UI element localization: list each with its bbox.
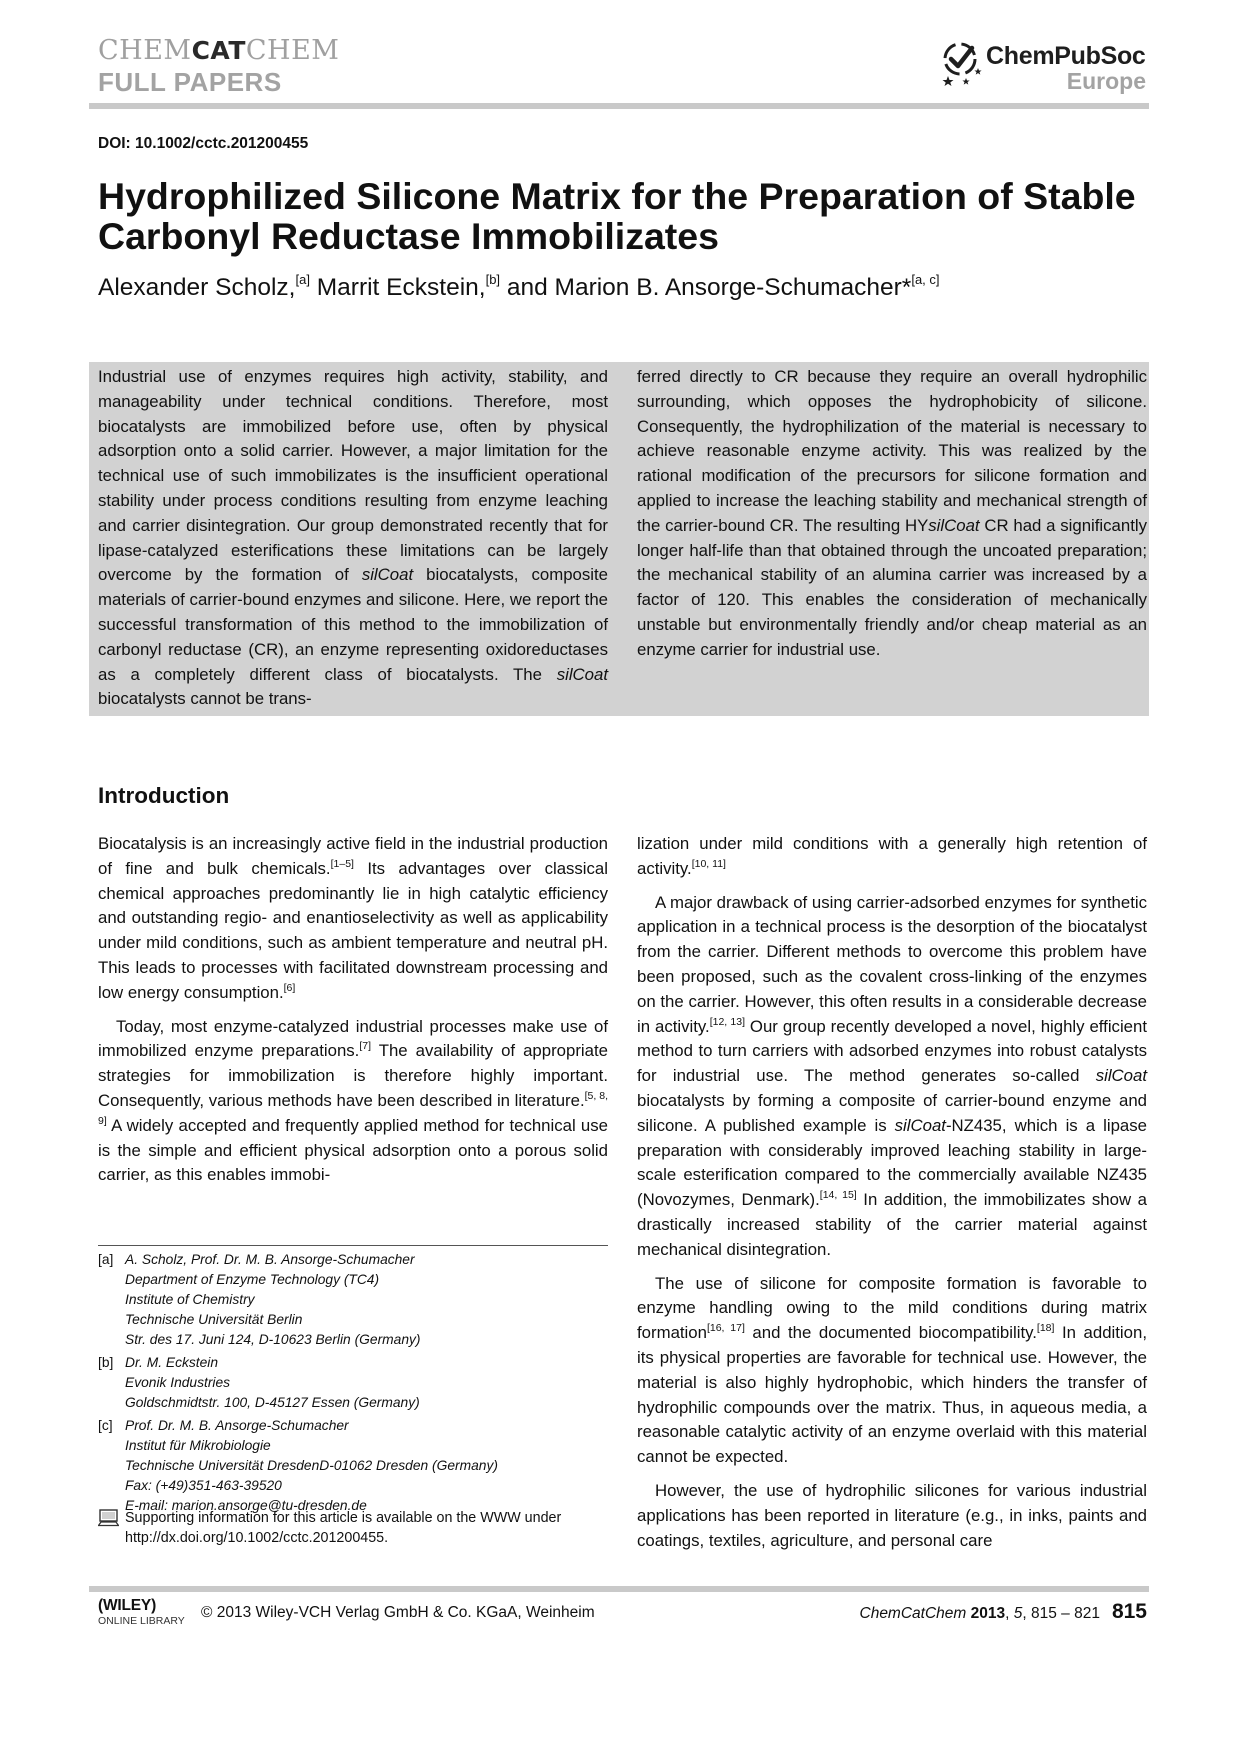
paragraph	[98, 1015, 608, 1189]
affiliation-line: Fax: (+49)351-463-39520	[125, 1478, 282, 1493]
affiliation-line[interactable]: E-mail: marion.ansorge@tu-dresden.de	[125, 1498, 367, 1513]
publisher-seal-icon	[940, 38, 984, 86]
section-heading-introduction: Introduction	[98, 783, 230, 808]
paragraph-text: Biocatalysis is an increasingly active field in the industrial production of fine and bulk chemicals.	[98, 834, 608, 878]
citation-mark: [5, 8, 9]	[98, 1089, 608, 1127]
copyright-notice: © 2013 Wiley-VCH Verlag GmbH & Co. KGaA, Weinheim	[201, 1604, 595, 1621]
paragraph-text: A widely accepted and frequently applied method for technical use is the simple and efficient physical adsorption onto a porous solid carrier, as this enables immobi-	[98, 1115, 608, 1185]
citation-mark: [18]	[1036, 1322, 1055, 1335]
publisher-logo	[940, 38, 1150, 98]
paragraph-text: and the documented biocompatibility.	[744, 1323, 1037, 1343]
supporting-info-note	[98, 1508, 618, 1548]
affiliation-line: Evonik Industries	[125, 1375, 231, 1390]
abstract-italic-term: silCoat	[361, 565, 414, 585]
header-divider	[89, 103, 1149, 109]
body-column-right	[637, 832, 1147, 1562]
paragraph	[637, 1272, 1147, 1470]
footer-year: 2013	[970, 1605, 1006, 1622]
page-number: 815	[1111, 1600, 1147, 1623]
supporting-info-text: Supporting information for this article is available on the WWW under	[125, 1510, 562, 1526]
journal-name-part-2: CAT	[191, 36, 246, 65]
paragraph-text: However, the use of hydrophilic silicones for various industrial applications has been reported in literature (e.g., in inks, paints and coatings, textiles, agriculture, and personal care	[637, 1480, 1147, 1550]
wiley-wordmark: (WILEY)	[98, 1597, 157, 1614]
author-affiliation-mark: [a]	[295, 272, 310, 287]
publisher-region: Europe	[1066, 68, 1146, 94]
doi: DOI: 10.1002/cctc.201200455	[98, 135, 309, 152]
journal-name-part-1: CHEM	[98, 35, 192, 66]
wiley-wordmark-text: WILEY	[102, 1597, 152, 1614]
footer-volume: 5	[1013, 1605, 1023, 1622]
author-affiliation-mark: [a, c]	[911, 272, 940, 287]
footer-divider	[89, 1586, 1149, 1592]
separator: ,	[1022, 1605, 1031, 1622]
abstract-text: Industrial use of enzymes requires high activity, stability, and manageability under technical conditions. Therefore, most biocatalysts are immobilized before use, often by physical adsorption onto a solid carrier. However, a major limitation for the technical use of such immobilizates is the insufficient operational stability under process conditions resulting from enzyme leaching and carrier disintegration. Our group demonstrated recently that for lipase-catalyzed esterifications these limitations can be largely overcome by the formation of	[98, 367, 608, 585]
italic-term: silCoat	[894, 1115, 946, 1135]
citation-mark: [1–5]	[330, 857, 354, 870]
paragraph-text: In addition, the immobilizates show a drastically increased stability of the carrier material against mechanical disintegration.	[637, 1190, 1147, 1259]
paragraph	[637, 832, 1147, 882]
paragraph	[98, 832, 608, 1006]
abstract-text: ferred directly to CR because they require an overall hydrophilic surrounding, which opposes the hydrophobicity of silicone. Consequently, the hydrophilization of the material is necessary to achieve reasonable enzyme activity. This was realized by the rational modification of the precursors for silicone formation and applied to increase the leaching stability and mechanical strength of the carrier-bound CR. The resulting HY	[637, 367, 1147, 535]
section-label: FULL PAPERS	[98, 67, 282, 97]
paragraph-text: The use of silicone for composite formation is favorable to enzyme handling owing to the mild conditions during matrix formation	[637, 1273, 1147, 1343]
affiliation-line: A. Scholz, Prof. Dr. M. B. Ansorge-Schumacher	[125, 1252, 415, 1267]
paragraph-text: -NZ435, which is a lipase preparation with considerably improved leaching stability in large-scale esterification compared to the commercially available NZ435 (Novozymes, Denmark).	[637, 1115, 1147, 1210]
footer-pages: 815 – 821	[1030, 1605, 1100, 1622]
affiliation-line: Technische Universität DresdenD-01062 Dresden (Germany)	[125, 1458, 498, 1473]
paragraph	[637, 1479, 1147, 1553]
author-list	[98, 273, 940, 303]
affiliation-entry	[98, 1353, 618, 1413]
affiliations	[98, 1250, 618, 1519]
footer-journal: ChemCatChem	[859, 1605, 967, 1622]
abstract-italic-term: silCoat	[556, 664, 608, 684]
citation-mark: [10, 11]	[691, 857, 726, 870]
citation-mark: [7]	[359, 1040, 372, 1053]
affiliation-line: Department of Enzyme Technology (TC4)	[125, 1272, 380, 1287]
affiliation-key: [a]	[98, 1252, 114, 1267]
journal-name	[98, 36, 339, 66]
computer-icon	[98, 1509, 119, 1527]
footnote-divider	[98, 1245, 608, 1246]
citation-mark: [14, 15]	[819, 1189, 857, 1202]
author-name: Alexander Scholz,	[98, 274, 296, 301]
author-name: Marrit Eckstein,	[316, 274, 486, 301]
article-title: Hydrophilized Silicone Matrix for the Preparation of Stable Carbonyl Reductase Immobilizates	[98, 175, 1136, 257]
affiliation-line: Technische Universität Berlin	[125, 1312, 303, 1327]
abstract-text: biocatalysts, composite materials of carrier-bound enzymes and silicone. Here, we report the successful transformation of this method to the immobilization of carbonyl reductase (CR), an enzyme representing oxidoreductases as a completely different class of biocatalysts. The	[98, 565, 608, 684]
wiley-logo	[98, 1597, 190, 1631]
paragraph-text: lization under mild conditions with a generally high retention of activity.	[637, 834, 1147, 878]
affiliation-key: [b]	[98, 1355, 114, 1370]
paragraph-text: Today, most enzyme-catalyzed industrial processes make use of immobilized enzyme preparations.	[98, 1016, 608, 1061]
abstract-column-right	[637, 365, 1147, 663]
affiliation-line: Prof. Dr. M. B. Ansorge-Schumacher	[125, 1418, 349, 1433]
citation-mark: [12, 13]	[709, 1015, 745, 1028]
paragraph-text: The availability of appropriate strategies for immobilization is therefore highly important. Consequently, various methods have been described in literature.	[98, 1041, 608, 1110]
paragraph-text: biocatalysts by forming a composite of carrier-bound enzyme and silicone. A published example is	[637, 1090, 1147, 1135]
separator: ,	[1005, 1605, 1014, 1622]
affiliation-line: Institut für Mikrobiologie	[125, 1438, 271, 1453]
affiliation-line: Dr. M. Eckstein	[125, 1355, 219, 1370]
paragraph-text: A major drawback of using carrier-adsorbed enzymes for synthetic application in a technical process is the desorption of the biocatalyst from the carrier. Different methods to overcome this problem have been proposed, such as the covalent cross-linking of the enzymes on the carrier. However, this often results in a considerable decrease in activity.	[637, 892, 1147, 1036]
affiliation-key: [c]	[98, 1418, 113, 1433]
citation-mark: [16, 17]	[706, 1322, 745, 1335]
affiliation-line: Goldschmidtstr. 100, D-45127 Essen (Germany)	[125, 1395, 420, 1410]
publisher-name: ChemPubSoc	[986, 42, 1146, 70]
abstract-column-left	[98, 365, 608, 712]
affiliation-line: Institute of Chemistry	[125, 1292, 255, 1307]
author-affiliation-mark: [b]	[485, 272, 501, 287]
online-library-label: ONLINE LIBRARY	[98, 1615, 185, 1627]
affiliation-entry	[98, 1416, 618, 1516]
affiliation-line: Str. des 17. Juni 124, D-10623 Berlin (Germany)	[125, 1332, 421, 1347]
supporting-info-link[interactable]: http://dx.doi.org/10.1002/cctc.201200455.	[125, 1530, 389, 1546]
italic-term: silCoat	[1095, 1066, 1147, 1086]
author-name: and Marion B. Ansorge-Schumacher*	[506, 274, 912, 301]
paragraph-text: Our group recently developed a novel, highly efficient method to turn carriers with adsorbed enzymes into robust catalysts for industrial use. The method generates so-called	[637, 1016, 1148, 1086]
paragraph	[637, 891, 1147, 1263]
paragraph-text: Its advantages over classical chemical approaches predominantly lie in high catalytic efficiency and outstanding regio- and enantioselectivity as well as applicability under mild conditions, such as ambient temperature and neutral pH. This leads to processes with facilitated downstream processing and low energy consumption.	[98, 858, 608, 1002]
citation-mark: [6]	[283, 981, 296, 994]
abstract-italic-term: silCoat	[928, 515, 980, 535]
body-column-left	[98, 832, 608, 1197]
journal-name-part-3: CHEM	[245, 35, 340, 66]
journal-citation	[860, 1600, 1148, 1626]
paragraph-text: In addition, its physical properties are favorable for technical use. However, the material is also highly hydrophobic, which hinders the transfer of hydrophilic compounds over the matrix. Thus, in aqueous media, a reasonable catalytic activity of an enzyme overlaid with this material cannot be expected.	[637, 1323, 1147, 1467]
abstract-text: biocatalysts cannot be trans-	[98, 689, 312, 709]
abstract-text: CR had a significantly longer half-life than that obtained through the uncoated preparation; the mechanical stability of an alumina carrier was increased by a factor of 120. This enables the consideration of mechanically unstable but environmentally friendly and/or cheap material as an enzyme carrier for industrial use.	[637, 515, 1147, 659]
affiliation-entry	[98, 1250, 618, 1350]
